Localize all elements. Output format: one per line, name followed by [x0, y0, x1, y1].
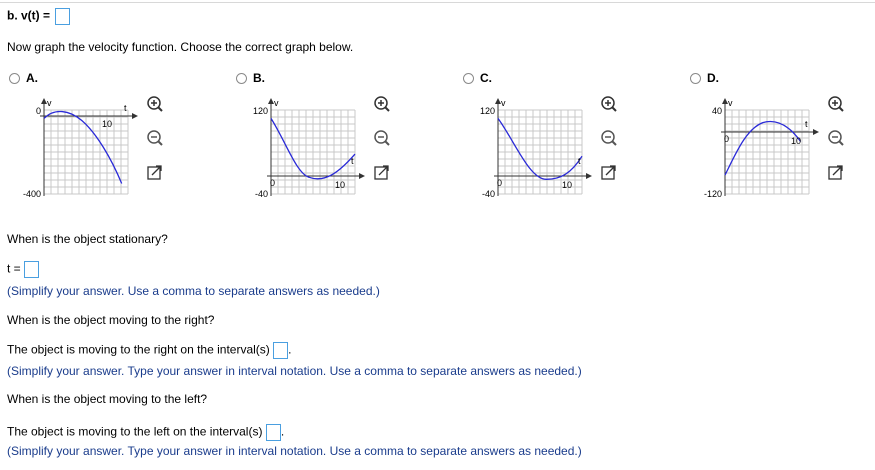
t-axis-arrow	[813, 129, 819, 135]
right-question: When is the object moving to the right?	[7, 313, 215, 327]
option-radio-b[interactable]	[236, 73, 247, 84]
zoom-out-icon[interactable]	[146, 129, 163, 146]
origin-label: 0	[270, 178, 276, 188]
y-max-label: 40	[711, 106, 722, 116]
zoom-out-icon[interactable]	[827, 129, 844, 146]
left-hint: (Simplify your answer. Type your answer in interval notation. Use a comma to separate answers as needed.)	[7, 444, 582, 458]
origin-label: 0	[724, 134, 730, 144]
part-label: b. v(t) =	[7, 8, 51, 23]
option-letter: B.	[253, 71, 265, 85]
x-tick-label: 10	[791, 136, 802, 146]
right-prefix: The object is moving to the right on the interval(s)	[7, 342, 270, 357]
graph-grid	[725, 110, 809, 194]
option-letter: C.	[480, 71, 492, 85]
popout-icon[interactable]	[827, 164, 844, 181]
option-radio-a[interactable]	[9, 73, 20, 84]
velocity-answer-box[interactable]	[55, 8, 70, 25]
left-prefix: The object is moving to the left on the interval(s)	[7, 424, 263, 439]
velocity-graph	[454, 94, 604, 214]
left-question: When is the object moving to the left?	[7, 392, 208, 406]
zoom-out-icon[interactable]	[600, 129, 617, 146]
t-equals-label: t =	[7, 261, 21, 276]
popout-icon[interactable]	[600, 164, 617, 181]
zoom-in-icon[interactable]	[827, 95, 844, 112]
zoom-in-icon[interactable]	[373, 95, 390, 112]
y-max-label: 120	[479, 106, 495, 116]
y-min-label: -120	[703, 189, 722, 199]
instructions-text: Now graph the velocity function. Choose the correct graph below.	[7, 40, 354, 54]
y-min-label: -400	[22, 189, 41, 199]
stationary-answer-box[interactable]	[24, 261, 39, 278]
velocity-graph	[0, 94, 150, 214]
popout-icon[interactable]	[146, 164, 163, 181]
t-axis-label: t	[351, 156, 354, 166]
zoom-in-icon[interactable]	[146, 95, 163, 112]
graph-grid	[44, 110, 128, 194]
right-interval-answer-box[interactable]	[273, 342, 288, 359]
stationary-question: When is the object stationary?	[7, 232, 168, 246]
part-b-row	[7, 8, 70, 25]
option-letter: A.	[26, 71, 38, 85]
v-axis-label: v	[274, 98, 279, 108]
velocity-graph	[681, 94, 831, 214]
option-radio-d[interactable]	[690, 73, 701, 84]
y-max-label: 0	[35, 106, 41, 116]
right-suffix: .	[288, 342, 292, 357]
t-axis-arrow	[359, 173, 365, 179]
t-axis-arrow	[586, 173, 592, 179]
stationary-hint: (Simplify your answer. Use a comma to separate answers as needed.)	[7, 284, 380, 298]
origin-label: 0	[497, 178, 503, 188]
right-hint: (Simplify your answer. Type your answer in interval notation. Use a comma to separate answers as needed.)	[7, 364, 582, 378]
v-axis-label: v	[47, 98, 52, 108]
zoom-in-icon[interactable]	[600, 95, 617, 112]
option-radio-c[interactable]	[463, 73, 474, 84]
v-axis-label: v	[501, 98, 506, 108]
zoom-out-icon[interactable]	[373, 129, 390, 146]
t-axis-label: t	[124, 103, 127, 113]
v-axis-label: v	[728, 98, 733, 108]
left-suffix: .	[280, 424, 285, 439]
t-axis-arrow	[132, 113, 138, 119]
option-letter: D.	[707, 71, 719, 85]
left-answer-row	[7, 424, 284, 441]
t-axis-label: t	[805, 119, 808, 129]
top-divider	[0, 2, 875, 3]
velocity-curve	[725, 122, 801, 176]
y-min-label: -40	[481, 189, 495, 199]
x-tick-label: 10	[562, 180, 573, 190]
y-max-label: 120	[252, 106, 268, 116]
x-tick-label: 10	[335, 180, 346, 190]
stationary-answer-row	[7, 261, 39, 278]
right-answer-row	[7, 342, 291, 359]
velocity-graph	[227, 94, 377, 214]
y-min-label: -40	[254, 189, 268, 199]
popout-icon[interactable]	[373, 164, 390, 181]
x-tick-label: 10	[102, 119, 113, 129]
t-axis-label: t	[578, 156, 581, 166]
left-interval-answer-box[interactable]	[266, 424, 281, 441]
